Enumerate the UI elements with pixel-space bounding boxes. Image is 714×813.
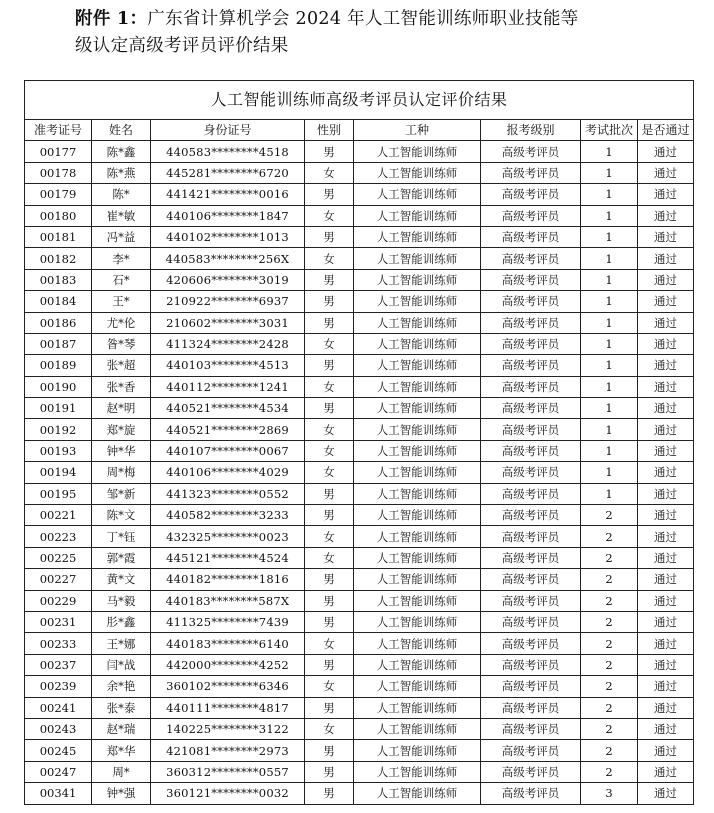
occupation-cell: 人工智能训练师 [354, 505, 481, 526]
id-number-cell: 360121********0032 [151, 783, 305, 804]
passed-cell: 通过 [638, 590, 694, 611]
batch-cell: 2 [581, 590, 638, 611]
gender-cell: 女 [305, 440, 354, 461]
batch-cell: 2 [581, 718, 638, 739]
level-cell: 高级考评员 [481, 398, 581, 419]
column-header-id-number: 身份证号 [151, 120, 305, 141]
id-number-cell: 210602********3031 [151, 312, 305, 333]
batch-cell: 1 [581, 248, 638, 269]
gender-cell: 男 [305, 312, 354, 333]
level-cell: 高级考评员 [481, 654, 581, 675]
id-number-cell: 360102********6346 [151, 676, 305, 697]
passed-cell: 通过 [638, 718, 694, 739]
level-cell: 高级考评员 [481, 783, 581, 804]
name-cell: 张*超 [92, 355, 151, 376]
id-number-cell: 440106********4029 [151, 462, 305, 483]
occupation-cell: 人工智能训练师 [354, 547, 481, 568]
occupation-cell: 人工智能训练师 [354, 184, 481, 205]
table-row [25, 611, 694, 632]
passed-cell: 通过 [638, 611, 694, 632]
name-cell: 赵*瑞 [92, 718, 151, 739]
batch-cell: 1 [581, 291, 638, 312]
batch-cell: 2 [581, 761, 638, 782]
table-row [25, 569, 694, 590]
level-cell: 高级考评员 [481, 483, 581, 504]
heading-line-1 [75, 6, 695, 33]
exam-number-cell: 00247 [25, 761, 92, 782]
exam-number-cell: 00229 [25, 590, 92, 611]
table-row [25, 269, 694, 290]
exam-number-cell: 00245 [25, 740, 92, 761]
level-cell: 高级考评员 [481, 440, 581, 461]
table-row [25, 740, 694, 761]
exam-number-cell: 00193 [25, 440, 92, 461]
exam-number-cell: 00189 [25, 355, 92, 376]
batch-cell: 2 [581, 654, 638, 675]
gender-cell: 男 [305, 740, 354, 761]
table-row [25, 226, 694, 247]
exam-number-cell: 00183 [25, 269, 92, 290]
occupation-cell: 人工智能训练师 [354, 162, 481, 183]
name-cell: 张*香 [92, 376, 151, 397]
level-cell: 高级考评员 [481, 162, 581, 183]
passed-cell: 通过 [638, 654, 694, 675]
passed-cell: 通过 [638, 783, 694, 804]
gender-cell: 男 [305, 355, 354, 376]
gender-cell: 女 [305, 718, 354, 739]
batch-cell: 1 [581, 205, 638, 226]
gender-cell: 男 [305, 697, 354, 718]
level-cell: 高级考评员 [481, 697, 581, 718]
table-row [25, 333, 694, 354]
gender-cell: 男 [305, 505, 354, 526]
table-row [25, 590, 694, 611]
column-header-gender: 性别 [305, 120, 354, 141]
passed-cell: 通过 [638, 398, 694, 419]
occupation-cell: 人工智能训练师 [354, 654, 481, 675]
id-number-cell: 440112********1241 [151, 376, 305, 397]
name-cell: 郑*旋 [92, 419, 151, 440]
level-cell: 高级考评员 [481, 676, 581, 697]
passed-cell: 通过 [638, 483, 694, 504]
occupation-cell: 人工智能训练师 [354, 740, 481, 761]
name-cell: 余*艳 [92, 676, 151, 697]
gender-cell: 男 [305, 611, 354, 632]
batch-cell: 2 [581, 505, 638, 526]
column-header-exam-number: 准考证号 [25, 120, 92, 141]
exam-number-cell: 00241 [25, 697, 92, 718]
occupation-cell: 人工智能训练师 [354, 269, 481, 290]
passed-cell: 通过 [638, 333, 694, 354]
passed-cell: 通过 [638, 291, 694, 312]
passed-cell: 通过 [638, 440, 694, 461]
id-number-cell: 445121********4524 [151, 547, 305, 568]
gender-cell: 男 [305, 184, 354, 205]
batch-cell: 1 [581, 462, 638, 483]
exam-number-cell: 00341 [25, 783, 92, 804]
exam-number-cell: 00243 [25, 718, 92, 739]
name-cell: 王* [92, 291, 151, 312]
table-row [25, 162, 694, 183]
occupation-cell: 人工智能训练师 [354, 633, 481, 654]
name-cell: 张*泰 [92, 697, 151, 718]
name-cell: 陈*鑫 [92, 141, 151, 162]
batch-cell: 1 [581, 312, 638, 333]
occupation-cell: 人工智能训练师 [354, 783, 481, 804]
occupation-cell: 人工智能训练师 [354, 440, 481, 461]
name-cell: 郭*霞 [92, 547, 151, 568]
id-number-cell: 440583********4518 [151, 141, 305, 162]
passed-cell: 通过 [638, 248, 694, 269]
gender-cell: 女 [305, 676, 354, 697]
passed-cell: 通过 [638, 162, 694, 183]
column-header-batch: 考试批次 [581, 120, 638, 141]
column-header-name: 姓名 [92, 120, 151, 141]
level-cell: 高级考评员 [481, 761, 581, 782]
gender-cell: 男 [305, 483, 354, 504]
exam-number-cell: 00195 [25, 483, 92, 504]
exam-number-cell: 00181 [25, 226, 92, 247]
name-cell: 陈*文 [92, 505, 151, 526]
table-row [25, 205, 694, 226]
table-row [25, 312, 694, 333]
id-number-cell: 420606********3019 [151, 269, 305, 290]
gender-cell: 男 [305, 226, 354, 247]
level-cell: 高级考评员 [481, 569, 581, 590]
id-number-cell: 440183********6140 [151, 633, 305, 654]
id-number-cell: 441323********0552 [151, 483, 305, 504]
table-row [25, 526, 694, 547]
id-number-cell: 440103********4513 [151, 355, 305, 376]
passed-cell: 通过 [638, 205, 694, 226]
id-number-cell: 411325********7439 [151, 611, 305, 632]
passed-cell: 通过 [638, 505, 694, 526]
id-number-cell: 411324********2428 [151, 333, 305, 354]
table-row [25, 355, 694, 376]
passed-cell: 通过 [638, 376, 694, 397]
name-cell: 王*娜 [92, 633, 151, 654]
batch-cell: 2 [581, 740, 638, 761]
table-row [25, 291, 694, 312]
table-caption-row [25, 81, 694, 120]
exam-number-cell: 00231 [25, 611, 92, 632]
name-cell: 闫*战 [92, 654, 151, 675]
batch-cell: 2 [581, 547, 638, 568]
id-number-cell: 440521********4534 [151, 398, 305, 419]
table-row [25, 483, 694, 504]
table-row [25, 376, 694, 397]
exam-number-cell: 00225 [25, 547, 92, 568]
passed-cell: 通过 [638, 569, 694, 590]
batch-cell: 2 [581, 676, 638, 697]
id-number-cell: 441421********0016 [151, 184, 305, 205]
batch-cell: 2 [581, 611, 638, 632]
batch-cell: 3 [581, 783, 638, 804]
level-cell: 高级考评员 [481, 633, 581, 654]
batch-cell: 1 [581, 355, 638, 376]
occupation-cell: 人工智能训练师 [354, 333, 481, 354]
name-cell: 冯*益 [92, 226, 151, 247]
exam-number-cell: 00190 [25, 376, 92, 397]
occupation-cell: 人工智能训练师 [354, 248, 481, 269]
exam-number-cell: 00237 [25, 654, 92, 675]
table-row [25, 783, 694, 804]
level-cell: 高级考评员 [481, 590, 581, 611]
exam-number-cell: 00194 [25, 462, 92, 483]
level-cell: 高级考评员 [481, 419, 581, 440]
column-header-passed: 是否通过 [638, 120, 694, 141]
name-cell: 马*毅 [92, 590, 151, 611]
results-table [24, 80, 694, 805]
gender-cell: 女 [305, 205, 354, 226]
occupation-cell: 人工智能训练师 [354, 376, 481, 397]
occupation-cell: 人工智能训练师 [354, 590, 481, 611]
occupation-cell: 人工智能训练师 [354, 676, 481, 697]
level-cell: 高级考评员 [481, 141, 581, 162]
occupation-cell: 人工智能训练师 [354, 483, 481, 504]
level-cell: 高级考评员 [481, 547, 581, 568]
passed-cell: 通过 [638, 633, 694, 654]
name-cell: 钟*强 [92, 783, 151, 804]
occupation-cell: 人工智能训练师 [354, 697, 481, 718]
gender-cell: 女 [305, 526, 354, 547]
level-cell: 高级考评员 [481, 312, 581, 333]
id-number-cell: 440582********3233 [151, 505, 305, 526]
level-cell: 高级考评员 [481, 526, 581, 547]
batch-cell: 1 [581, 419, 638, 440]
batch-cell: 1 [581, 162, 638, 183]
occupation-cell: 人工智能训练师 [354, 611, 481, 632]
occupation-cell: 人工智能训练师 [354, 718, 481, 739]
name-cell: 郑*华 [92, 740, 151, 761]
passed-cell: 通过 [638, 355, 694, 376]
name-cell: 周*梅 [92, 462, 151, 483]
gender-cell: 女 [305, 462, 354, 483]
passed-cell: 通过 [638, 462, 694, 483]
gender-cell: 女 [305, 333, 354, 354]
table-row [25, 440, 694, 461]
occupation-cell: 人工智能训练师 [354, 569, 481, 590]
name-cell: 昝*琴 [92, 333, 151, 354]
gender-cell: 男 [305, 398, 354, 419]
gender-cell: 男 [305, 590, 354, 611]
table-row [25, 633, 694, 654]
passed-cell: 通过 [638, 269, 694, 290]
name-cell: 邹*新 [92, 483, 151, 504]
id-number-cell: 440182********1816 [151, 569, 305, 590]
batch-cell: 1 [581, 440, 638, 461]
gender-cell: 女 [305, 419, 354, 440]
passed-cell: 通过 [638, 547, 694, 568]
gender-cell: 女 [305, 248, 354, 269]
passed-cell: 通过 [638, 676, 694, 697]
batch-cell: 1 [581, 333, 638, 354]
level-cell: 高级考评员 [481, 333, 581, 354]
occupation-cell: 人工智能训练师 [354, 526, 481, 547]
table-caption: 人工智能训练师高级考评员认定评价结果 [25, 81, 694, 120]
batch-cell: 1 [581, 141, 638, 162]
id-number-cell: 421081********2973 [151, 740, 305, 761]
batch-cell: 1 [581, 376, 638, 397]
id-number-cell: 440111********4817 [151, 697, 305, 718]
heading-line-2: 级认定高级考评员评价结果 [75, 36, 289, 56]
level-cell: 高级考评员 [481, 248, 581, 269]
document-heading [75, 6, 695, 60]
id-number-cell: 432325********0023 [151, 526, 305, 547]
exam-number-cell: 00223 [25, 526, 92, 547]
level-cell: 高级考评员 [481, 291, 581, 312]
table-row [25, 398, 694, 419]
exam-number-cell: 00180 [25, 205, 92, 226]
id-number-cell: 440183********587X [151, 590, 305, 611]
batch-cell: 2 [581, 633, 638, 654]
table-header-row [25, 120, 694, 141]
occupation-cell: 人工智能训练师 [354, 419, 481, 440]
name-cell: 赵*明 [92, 398, 151, 419]
exam-number-cell: 00184 [25, 291, 92, 312]
name-cell: 陈* [92, 184, 151, 205]
gender-cell: 男 [305, 761, 354, 782]
table-row [25, 248, 694, 269]
gender-cell: 女 [305, 376, 354, 397]
passed-cell: 通过 [638, 226, 694, 247]
id-number-cell: 140225********3122 [151, 718, 305, 739]
batch-cell: 2 [581, 526, 638, 547]
id-number-cell: 440583********256X [151, 248, 305, 269]
level-cell: 高级考评员 [481, 740, 581, 761]
id-number-cell: 442000********4252 [151, 654, 305, 675]
gender-cell: 女 [305, 162, 354, 183]
passed-cell: 通过 [638, 697, 694, 718]
exam-number-cell: 00233 [25, 633, 92, 654]
level-cell: 高级考评员 [481, 611, 581, 632]
table-row [25, 505, 694, 526]
table-row [25, 419, 694, 440]
exam-number-cell: 00182 [25, 248, 92, 269]
gender-cell: 男 [305, 141, 354, 162]
level-cell: 高级考评员 [481, 462, 581, 483]
exam-number-cell: 00239 [25, 676, 92, 697]
level-cell: 高级考评员 [481, 718, 581, 739]
batch-cell: 1 [581, 398, 638, 419]
table-row [25, 462, 694, 483]
exam-number-cell: 00227 [25, 569, 92, 590]
level-cell: 高级考评员 [481, 376, 581, 397]
id-number-cell: 440107********0067 [151, 440, 305, 461]
table-row [25, 718, 694, 739]
batch-cell: 1 [581, 226, 638, 247]
table-row [25, 547, 694, 568]
gender-cell: 男 [305, 291, 354, 312]
name-cell: 石* [92, 269, 151, 290]
batch-cell: 2 [581, 569, 638, 590]
batch-cell: 1 [581, 184, 638, 205]
name-cell: 陈*燕 [92, 162, 151, 183]
level-cell: 高级考评员 [481, 505, 581, 526]
column-header-occupation: 工种 [354, 120, 481, 141]
id-number-cell: 440102********1013 [151, 226, 305, 247]
occupation-cell: 人工智能训练师 [354, 312, 481, 333]
occupation-cell: 人工智能训练师 [354, 398, 481, 419]
exam-number-cell: 00178 [25, 162, 92, 183]
name-cell: 李* [92, 248, 151, 269]
exam-number-cell: 00191 [25, 398, 92, 419]
exam-number-cell: 00187 [25, 333, 92, 354]
occupation-cell: 人工智能训练师 [354, 141, 481, 162]
table-row [25, 184, 694, 205]
passed-cell: 通过 [638, 526, 694, 547]
id-number-cell: 440521********2869 [151, 419, 305, 440]
table-row [25, 676, 694, 697]
occupation-cell: 人工智能训练师 [354, 226, 481, 247]
exam-number-cell: 00186 [25, 312, 92, 333]
column-header-level: 报考级别 [481, 120, 581, 141]
batch-cell: 2 [581, 697, 638, 718]
attachment-label: 附件 1： [75, 9, 148, 29]
level-cell: 高级考评员 [481, 226, 581, 247]
gender-cell: 女 [305, 633, 354, 654]
name-cell: 肜*鑫 [92, 611, 151, 632]
occupation-cell: 人工智能训练师 [354, 291, 481, 312]
passed-cell: 通过 [638, 740, 694, 761]
exam-number-cell: 00179 [25, 184, 92, 205]
level-cell: 高级考评员 [481, 205, 581, 226]
table-body [25, 141, 694, 804]
id-number-cell: 440106********1847 [151, 205, 305, 226]
id-number-cell: 445281********6720 [151, 162, 305, 183]
id-number-cell: 210922********6937 [151, 291, 305, 312]
occupation-cell: 人工智能训练师 [354, 355, 481, 376]
exam-number-cell: 00177 [25, 141, 92, 162]
table-row [25, 761, 694, 782]
name-cell: 崔*敏 [92, 205, 151, 226]
gender-cell: 男 [305, 654, 354, 675]
name-cell: 黄*文 [92, 569, 151, 590]
level-cell: 高级考评员 [481, 184, 581, 205]
gender-cell: 男 [305, 783, 354, 804]
name-cell: 周* [92, 761, 151, 782]
occupation-cell: 人工智能训练师 [354, 462, 481, 483]
occupation-cell: 人工智能训练师 [354, 761, 481, 782]
table-row [25, 654, 694, 675]
passed-cell: 通过 [638, 312, 694, 333]
batch-cell: 1 [581, 269, 638, 290]
name-cell: 丁*钰 [92, 526, 151, 547]
batch-cell: 1 [581, 483, 638, 504]
level-cell: 高级考评员 [481, 269, 581, 290]
gender-cell: 男 [305, 569, 354, 590]
name-cell: 钟*华 [92, 440, 151, 461]
table-row [25, 141, 694, 162]
passed-cell: 通过 [638, 419, 694, 440]
exam-number-cell: 00192 [25, 419, 92, 440]
table-row [25, 697, 694, 718]
id-number-cell: 360312********0557 [151, 761, 305, 782]
occupation-cell: 人工智能训练师 [354, 205, 481, 226]
passed-cell: 通过 [638, 184, 694, 205]
gender-cell: 女 [305, 547, 354, 568]
exam-number-cell: 00221 [25, 505, 92, 526]
gender-cell: 男 [305, 269, 354, 290]
passed-cell: 通过 [638, 761, 694, 782]
passed-cell: 通过 [638, 141, 694, 162]
name-cell: 尤*伦 [92, 312, 151, 333]
level-cell: 高级考评员 [481, 355, 581, 376]
heading-title-part-1: 广东省计算机学会 2024 年人工智能训练师职业技能等 [147, 9, 579, 29]
